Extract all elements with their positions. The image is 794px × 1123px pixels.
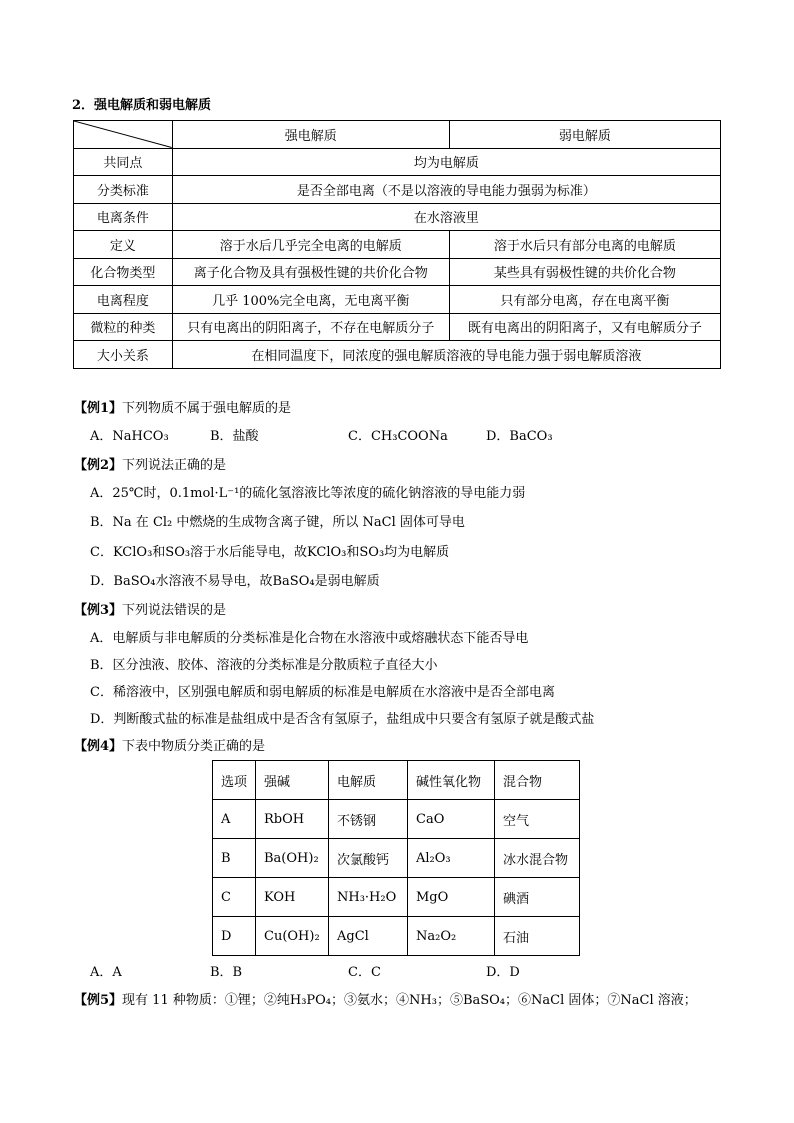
merged-cell: 是否全部电离（不是以溶液的导电能力强弱为标准）	[172, 176, 720, 204]
option-b: B．Na 在 Cl₂ 中燃烧的生成物含离子键，所以 NaCl 固体可导电	[90, 515, 465, 530]
header-cell: 碱性氧化物	[408, 761, 495, 800]
row-label: 分类标准	[74, 176, 173, 204]
question-text: 下列说法正确的是	[122, 458, 227, 473]
table-row	[74, 231, 721, 259]
strong-cell: 只有电离出的阴阳离子，不存在电解质分子	[172, 313, 449, 341]
option-c: C．KClO₃和SO₃溶于水后能导电，故KClO₃和SO₃均为电解质	[90, 545, 450, 560]
row-label: 定义	[74, 231, 173, 259]
question-text: 下表中物质分类正确的是	[122, 739, 266, 754]
table-cell: D	[213, 917, 256, 956]
weak-cell: 既有电离出的阴阳离子，又有电解质分子	[449, 313, 720, 341]
example-1-question	[74, 397, 291, 416]
question-text: 下列物质不属于强电解质的是	[122, 401, 292, 416]
option-a: A．电解质与非电解质的分类标准是化合物在水溶液中或熔融状态下能否导电	[90, 631, 529, 646]
classification-table	[212, 760, 580, 956]
example-2-question	[74, 454, 226, 473]
table-row	[74, 176, 721, 204]
strong-cell: 溶于水后几乎完全电离的电解质	[172, 231, 449, 259]
table-cell: 空气	[495, 800, 580, 839]
table-cell: Al₂O₃	[408, 839, 495, 878]
table-cell: 不锈钢	[329, 800, 408, 839]
diagonal-header-cell	[74, 121, 173, 149]
option-d: D．判断酸式盐的标准是盐组成中是否含有氢原子，盐组成中只要含有氢原子就是酸式盐	[90, 712, 595, 727]
table-row	[74, 286, 721, 314]
table-row	[74, 313, 721, 341]
strong-cell: 几乎 100%完全电离，无电离平衡	[172, 286, 449, 314]
option-c: C．CH₃COONa	[348, 429, 448, 444]
row-label: 电离程度	[74, 286, 173, 314]
row-label: 共同点	[74, 148, 173, 176]
table-cell: MgO	[408, 878, 495, 917]
table-row	[213, 839, 580, 878]
example-tag: 【例2】	[74, 458, 123, 473]
option-a: A．NaHCO₃	[90, 429, 169, 444]
row-label: 微粒的种类	[74, 313, 173, 341]
option-b: B．区分浊液、胶体、溶液的分类标准是分散质粒子直径大小	[90, 658, 438, 673]
header-strong: 强电解质	[172, 121, 449, 149]
option-b: B．盐酸	[210, 429, 259, 444]
header-cell: 电解质	[329, 761, 408, 800]
table-row	[213, 800, 580, 839]
header-cell: 强碱	[256, 761, 329, 800]
example-3-question	[74, 599, 226, 618]
option-c: C．C	[348, 965, 381, 980]
example-tag: 【例5】	[74, 993, 123, 1008]
table-cell: NH₃·H₂O	[329, 878, 408, 917]
question-text: 下列说法错误的是	[122, 603, 227, 618]
section-title: 2．强电解质和弱电解质	[72, 98, 212, 113]
table-cell: Ba(OH)₂	[256, 839, 329, 878]
table-row	[74, 258, 721, 286]
merged-cell: 在水溶液里	[172, 203, 720, 231]
table-row	[213, 917, 580, 956]
table-cell: 次氯酸钙	[329, 839, 408, 878]
table-cell: Cu(OH)₂	[256, 917, 329, 956]
option-b: B．B	[210, 965, 243, 980]
strong-cell: 离子化合物及具有强极性键的共价化合物	[172, 258, 449, 286]
table-cell: KOH	[256, 878, 329, 917]
option-a: A．25℃时，0.1mol·L⁻¹的硫化氢溶液比等浓度的硫化钠溶液的导电能力弱	[90, 486, 526, 501]
merged-cell: 在相同温度下，同浓度的强电解质溶液的导电能力强于弱电解质溶液	[172, 341, 720, 369]
weak-cell: 只有部分电离，存在电离平衡	[449, 286, 720, 314]
table-row	[74, 148, 721, 176]
row-label: 电离条件	[74, 203, 173, 231]
row-label: 大小关系	[74, 341, 173, 369]
weak-cell: 溶于水后只有部分电离的电解质	[449, 231, 720, 259]
option-d: D．BaSO₄水溶液不易导电，故BaSO₄是弱电解质	[90, 574, 380, 589]
example-4-question	[74, 735, 265, 754]
table-row	[74, 121, 721, 149]
header-cell: 混合物	[495, 761, 580, 800]
table-cell: RbOH	[256, 800, 329, 839]
example-tag: 【例1】	[74, 401, 123, 416]
weak-cell: 某些具有弱极性键的共价化合物	[449, 258, 720, 286]
table-cell: AgCl	[329, 917, 408, 956]
question-text: 现有 11 种物质：①锂；②纯H₃PO₄；③氨水；④NH₃；⑤BaSO₄；⑥NaCl 固体；⑦NaCl 溶液；	[122, 993, 697, 1008]
option-a: A．A	[90, 965, 122, 980]
option-d: D．D	[486, 965, 520, 980]
comparison-table	[73, 120, 721, 369]
merged-cell: 均为电解质	[172, 148, 720, 176]
table-cell: B	[213, 839, 256, 878]
table-cell: 冰水混合物	[495, 839, 580, 878]
option-c: C．稀溶液中，区别强电解质和弱电解质的标准是电解质在水溶液中是否全部电离	[90, 685, 555, 700]
table-row	[74, 341, 721, 369]
option-d: D．BaCO₃	[486, 429, 553, 444]
table-cell: CaO	[408, 800, 495, 839]
example-tag: 【例3】	[74, 603, 123, 618]
table-cell: 碘酒	[495, 878, 580, 917]
table-cell: Na₂O₂	[408, 917, 495, 956]
table-cell: 石油	[495, 917, 580, 956]
example-tag: 【例4】	[74, 739, 123, 754]
table-cell: A	[213, 800, 256, 839]
table-row	[74, 203, 721, 231]
table-header-row	[213, 761, 580, 800]
header-cell: 选项	[213, 761, 256, 800]
example-5-question	[74, 989, 697, 1008]
diagonal-line	[74, 121, 172, 148]
table-cell: C	[213, 878, 256, 917]
header-weak: 弱电解质	[449, 121, 720, 149]
table-row	[213, 878, 580, 917]
row-label: 化合物类型	[74, 258, 173, 286]
